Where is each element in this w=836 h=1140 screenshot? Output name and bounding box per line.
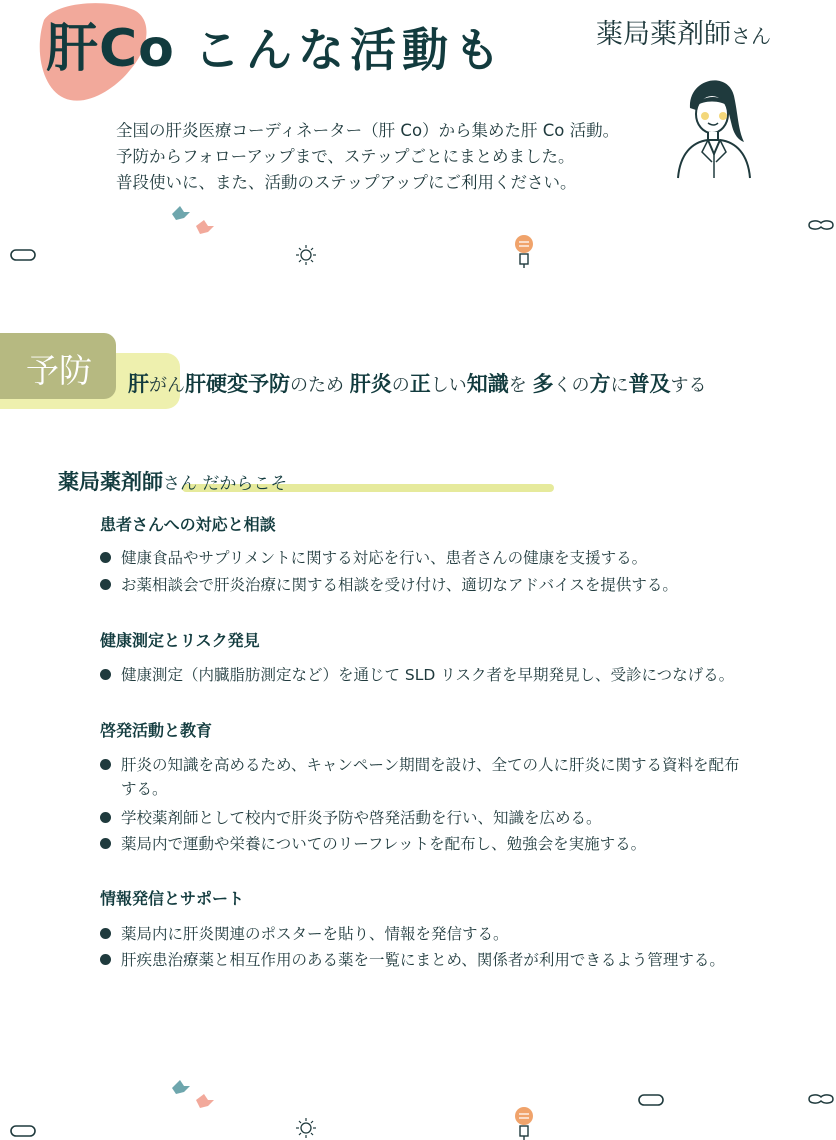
list-item: 健康食品やサプリメントに関する対応を行い、患者さんの健康を支援する。 <box>100 546 647 570</box>
capsule-icon <box>638 1092 666 1108</box>
sun-icon <box>296 245 316 265</box>
page-title: 肝Co こんな活動も <box>46 19 506 79</box>
bird-icon <box>170 1080 218 1114</box>
banner-segment: に <box>610 375 629 396</box>
banner-segment: を <box>508 375 533 396</box>
banner-segment: 知識 <box>466 372 509 396</box>
banner-segment: しい <box>430 375 467 396</box>
banner-segment: 方 <box>589 372 611 396</box>
section-tab-label: 予防 <box>26 351 92 390</box>
lightbulb-icon <box>514 234 534 268</box>
block-title: 健康測定とリスク発見 <box>100 631 260 650</box>
banner-segment: 肝 <box>128 372 149 396</box>
intro-line: 全国の肝炎医療コーディネーター（肝 Co）から集めた肝 Co 活動。 <box>116 121 620 140</box>
list-item: 薬局内で運動や栄養についてのリーフレットを配布し、勉強会を実施する。 <box>100 832 646 856</box>
section-banner-text <box>128 368 706 398</box>
lightbulb-icon <box>514 1106 534 1140</box>
banner-segment: 肝炎 <box>349 372 392 396</box>
banner-segment: くの <box>553 375 590 396</box>
block-title: 情報発信とサポート <box>100 889 245 908</box>
list-item: お薬相談会で肝炎治療に関する相談を受け付け、適切なアドバイスを提供する。 <box>100 573 678 597</box>
bird-icon <box>170 206 218 240</box>
capsule-icon <box>806 1092 836 1106</box>
subheading: 薬局薬剤師さん だからこそ <box>58 470 288 494</box>
list-item: 肝炎の知識を高めるため、キャンペーン期間を設け、全ての人に肝炎に関する資料を配布 する。 <box>100 753 739 801</box>
banner-segment: する <box>670 375 707 396</box>
banner-segment: のため <box>290 375 350 396</box>
banner-segment: 多 <box>532 372 554 396</box>
pharmacist-illustration <box>668 70 768 180</box>
block-title: 啓発活動と教育 <box>100 721 213 740</box>
list-item: 肝疾患治療薬と相互作用のある薬を一覧にまとめ、関係者が利用できるよう管理する。 <box>100 948 725 972</box>
list-item: 健康測定（内臓脂肪測定など）を通じて SLD リスク者を早期発見し、受診につなげる。 <box>100 663 734 687</box>
intro-line: 普段使いに、また、活動のステップアップにご利用ください。 <box>116 173 577 192</box>
section-tab <box>0 333 116 399</box>
banner-segment: 肝硬変予防 <box>185 372 290 396</box>
banner-segment: がん <box>149 375 185 396</box>
list-item: 薬局内に肝炎関連のポスターを貼り、情報を発信する。 <box>100 922 509 946</box>
capsule-icon <box>806 218 836 232</box>
capsule-icon <box>10 248 38 262</box>
list-item: 学校薬剤師として校内で肝炎予防や啓発活動を行い、知識を広める。 <box>100 806 602 830</box>
sun-icon <box>296 1118 316 1138</box>
banner-segment: の <box>391 375 410 396</box>
banner-segment: 正 <box>409 372 431 396</box>
role-label: 薬局薬剤師さん <box>596 19 771 50</box>
banner-segment: 普及 <box>628 372 671 396</box>
capsule-icon <box>10 1124 38 1138</box>
intro-text <box>116 118 619 196</box>
block-title: 患者さんへの対応と相談 <box>100 515 276 534</box>
intro-line: 予防からフォローアップまで、ステップごとにまとめました。 <box>116 147 575 166</box>
